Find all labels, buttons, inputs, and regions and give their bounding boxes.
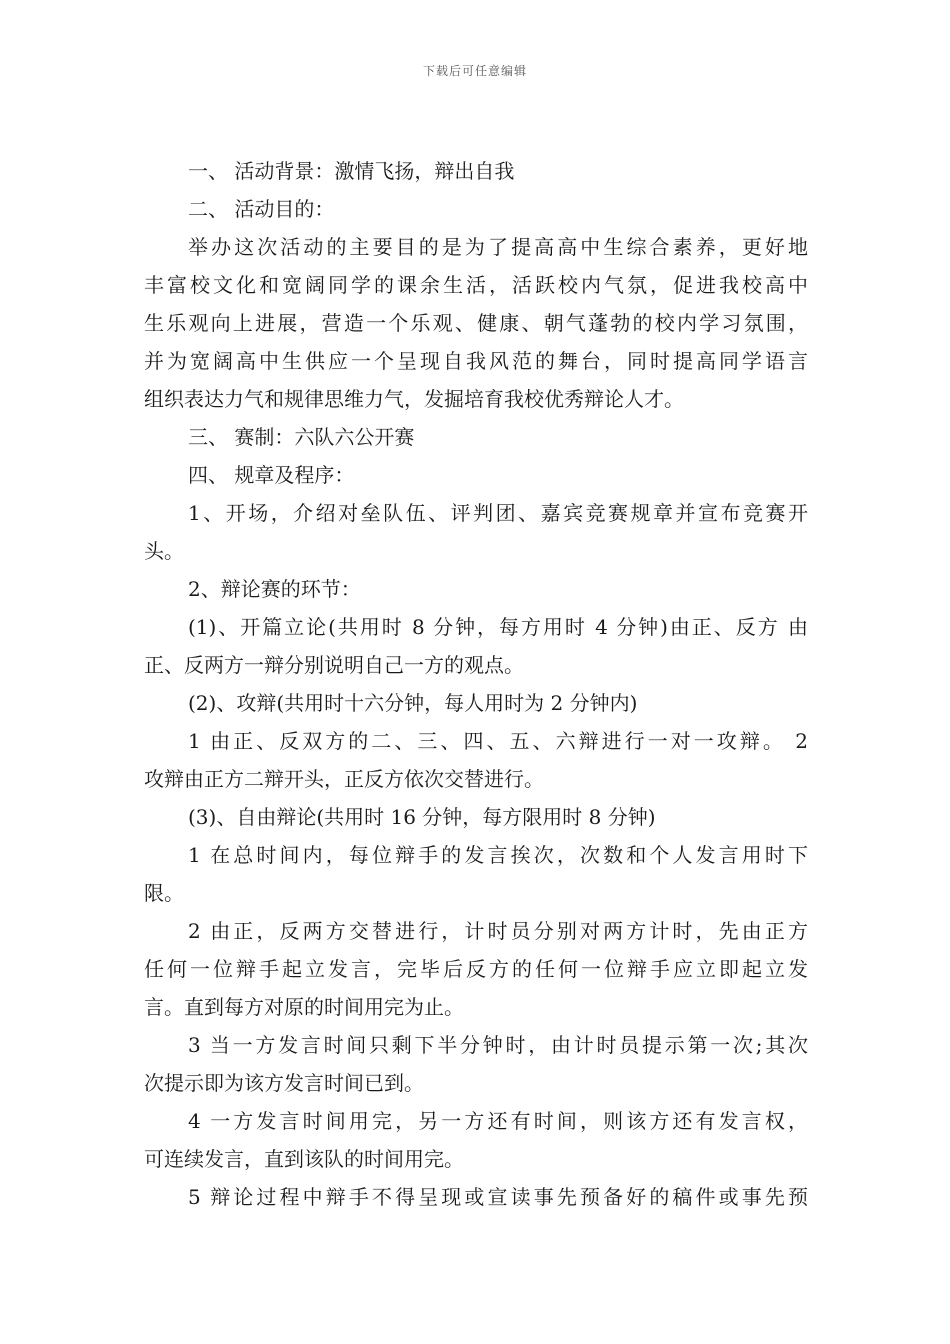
text-line: 2 由正，反两方交替进行，计时员分别对两方计时，先由正方	[188, 919, 808, 943]
text-line: 言。直到每方对原的时间用完为止。	[144, 995, 464, 1019]
text-line: 正、反两方一辩分别说明自己一方的观点。	[144, 653, 524, 677]
text-line: (3)、自由辩论(共用时 16 分钟，每方限用时 8 分钟)	[188, 805, 656, 829]
text-line: 一、 活动背景：激情飞扬，辩出自我	[188, 159, 515, 183]
text-line: 头。	[144, 539, 184, 563]
text-line: 2、辩论赛的环节：	[188, 577, 361, 601]
text-line: 次提示即为该方发言时间已到。	[144, 1071, 424, 1095]
text-line: 丰富校文化和宽阔同学的课余生活，活跃校内气氛，促进我校高中	[144, 273, 808, 297]
text-line: 四、 规章及程序：	[188, 463, 355, 487]
text-line: (1)、开篇立论(共用时 8 分钟，每方用时 4 分钟)由正、反方 由	[188, 615, 808, 639]
text-line: 1、开场，介绍对垒队伍、评判团、嘉宾竞赛规章并宣布竞赛开	[188, 501, 808, 525]
text-line: 并为宽阔高中生供应一个呈现自我风范的舞台，同时提高同学语言	[144, 349, 808, 373]
text-line: 1 在总时间内，每位辩手的发言挨次，次数和个人发言用时下	[188, 843, 808, 867]
text-line: 三、 赛制：六队六公开赛	[188, 425, 415, 449]
document-body	[144, 152, 808, 1216]
text-line: 二、 活动目的：	[188, 197, 335, 221]
text-line: 4 一方发言时间用完，另一方还有时间，则该方还有发言权，	[188, 1109, 808, 1133]
text-line: 3 当一方发言时间只剩下半分钟时，由计时员提示第一次;其次	[188, 1033, 808, 1057]
text-line: 5 辩论过程中辩手不得呈现或宣读事先预备好的稿件或事先预	[188, 1185, 808, 1209]
text-line: 限。	[144, 881, 184, 905]
text-line: (2)、攻辩(共用时十六分钟，每人用时为 2 分钟内)	[188, 691, 638, 715]
text-line: 任何一位辩手起立发言，完毕后反方的任何一位辩手应立即起立发	[144, 957, 808, 981]
text-line: 组织表达力气和规律思维力气，发掘培育我校优秀辩论人才。	[144, 387, 684, 411]
page-header: 下载后可任意编辑	[422, 64, 527, 78]
text-line: 举办这次活动的主要目的是为了提高高中生综合素养，更好地	[188, 235, 808, 259]
text-line: 生乐观向上进展，营造一个乐观、健康、朝气蓬勃的校内学习氛围，	[144, 311, 808, 335]
text-line: 1 由正、反双方的二、三、四、五、六辩进行一对一攻辩。 2	[188, 729, 808, 753]
text-line: 攻辩由正方二辩开头，正反方依次交替进行。	[144, 767, 544, 791]
text-line: 可连续发言，直到该队的时间用完。	[144, 1147, 464, 1171]
